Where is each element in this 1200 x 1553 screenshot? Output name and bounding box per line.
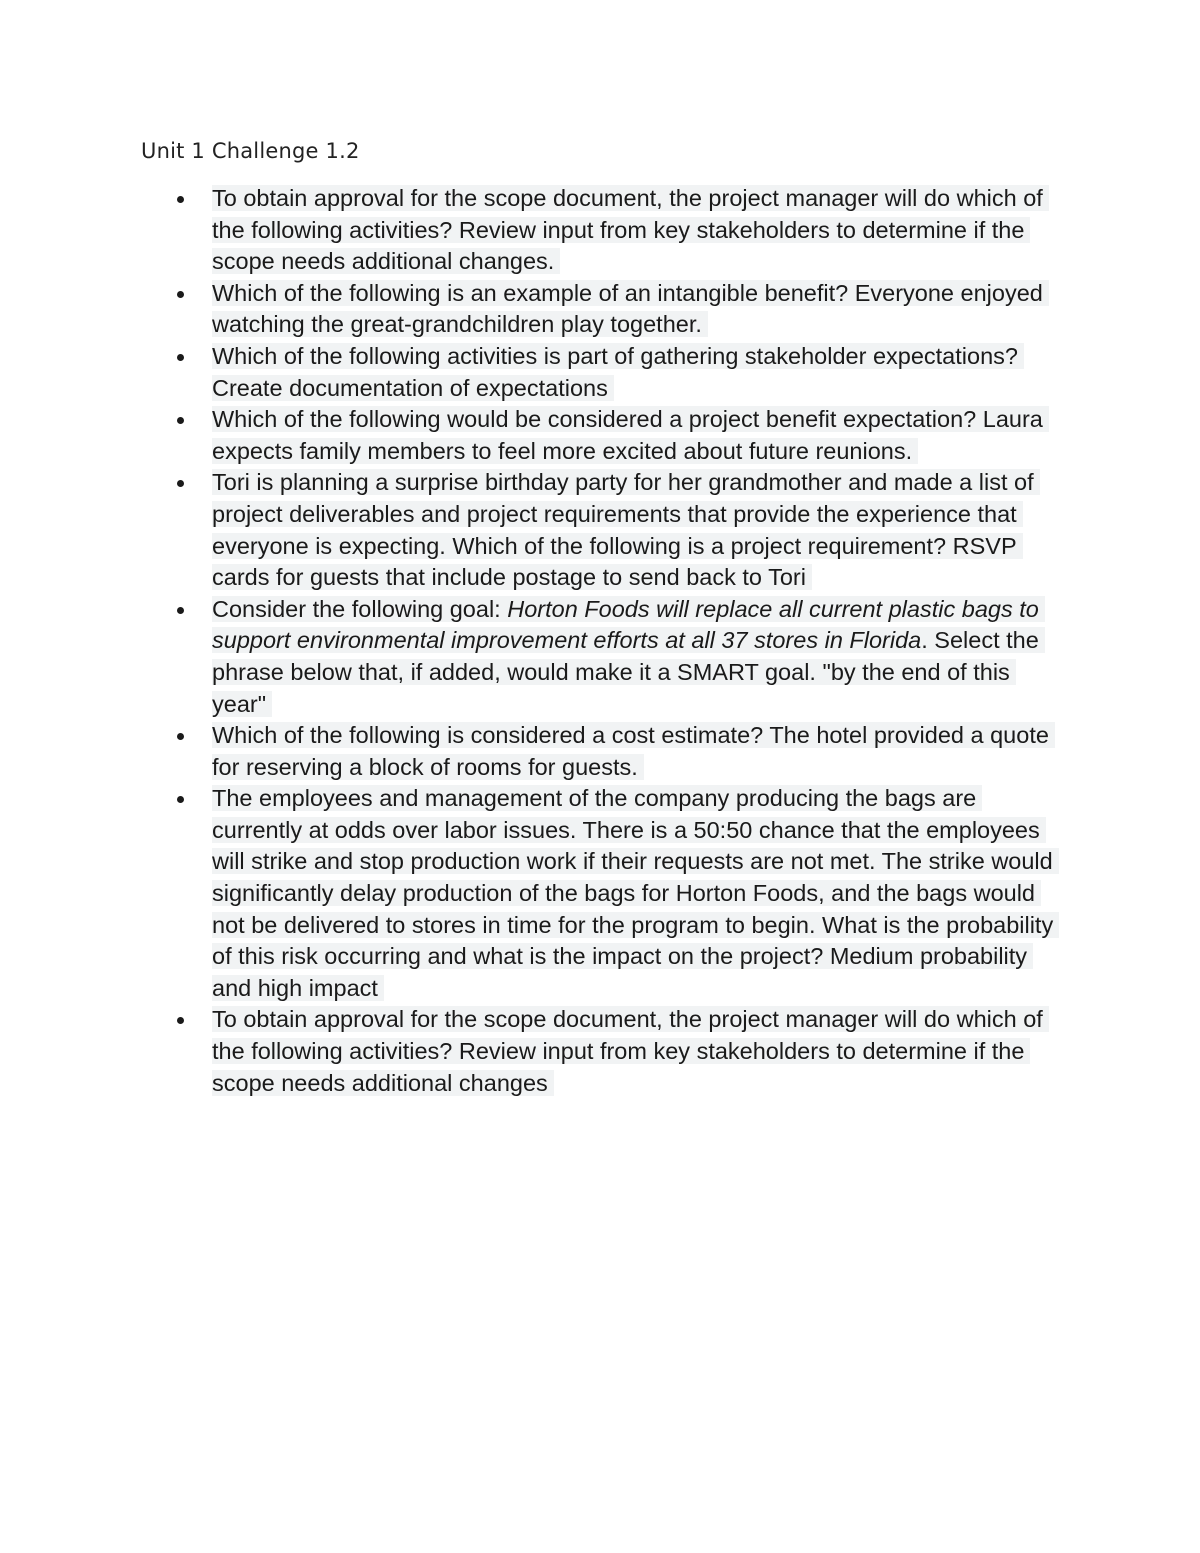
list-item [212,783,1072,1004]
question-text: Which of the following would be considered a project benefit expectation? Laura expects family members to feel more excited about future reunions. [212,406,1049,464]
document-title: Unit 1 Challenge 1.2 [141,139,360,163]
list-item [212,467,1072,593]
question-text: To obtain approval for the scope document, the project manager will do which of the following activities? Review input from key stakeholders to determine if the scope needs additional changes. [212,185,1049,274]
question-text: Which of the following activities is part of gathering stakeholder expectations? Create documentation of expectations [212,343,1024,401]
list-item [212,1004,1072,1099]
question-text [212,596,1045,717]
list-item [212,278,1072,341]
list-item [212,183,1072,278]
question-text: Which of the following is considered a cost estimate? The hotel provided a quote for reserving a block of rooms for guests. [212,722,1055,780]
question-text: Tori is planning a surprise birthday party for her grandmother and made a list of project deliverables and project requirements that provide the experience that everyone is expecting. Which of the following is a project requirement? RSVP cards for guests that include postage to send back to Tori [212,469,1040,590]
list-item [212,404,1072,467]
list-item [212,341,1072,404]
question-text: To obtain approval for the scope document, the project manager will do which of the following activities? Review input from key stakeholders to determine if the scope needs additional changes [212,1006,1049,1095]
question-list [212,183,1072,1099]
goal-suffix: . Select the phrase below that, if added, would make it a SMART goal. "by the end of this year" [212,627,1039,717]
goal-statement: Horton Foods will replace all current plastic bags to support environmental improvement efforts at all 37 stores in Florida [212,595,1039,654]
question-text: Which of the following is an example of an intangible benefit? Everyone enjoyed watching the great-grandchildren play together. [212,280,1049,338]
question-text: The employees and management of the company producing the bags are currently at odds over labor issues. There is a 50:50 chance that the employees will strike and stop production work if their requests are not met. The strike would significantly delay production of the bags for Horton Foods, and the bags would not be delivered to stores in time for the program to begin. What is the probability of this risk occurring and what is the impact on the project? Medium probability and high impact [212,785,1059,1001]
list-item [212,594,1072,720]
goal-prefix: Consider the following goal: [212,595,508,622]
list-item [212,720,1072,783]
